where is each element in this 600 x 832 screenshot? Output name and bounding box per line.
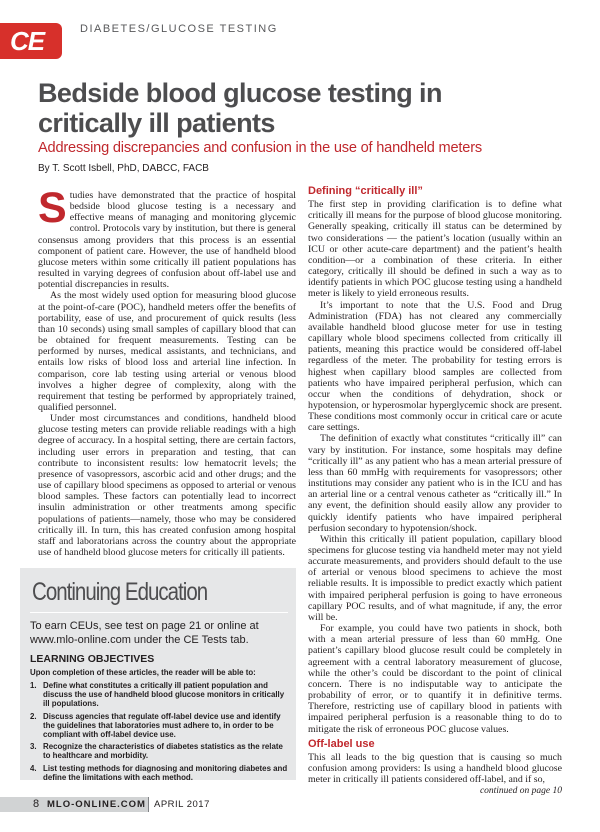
byline: By T. Scott Isbell, PhD, DABCC, FACB — [38, 163, 209, 174]
body-paragraph: The definition of exactly what constitutes “critically ill” can vary by institution. For instance, some hospitals may define “critically ill” as any patient who has a mean arterial pressure of less than 60 mmHg with requirements for vasopressors; other institutions may consider any patient who is in the ICU and has an arterial line or a central venous catheter as “critically ill.” In any event, the definition should easily allow any provider to quickly identify patients who have impaired peripheral perfusion secondary to hypotension/shock. — [308, 433, 562, 534]
objective-item — [30, 742, 292, 760]
right-column — [308, 186, 562, 797]
objective-text: Define what constitutes a critically ill patient population and discuss the use of handheld blood glucose monitors in critically ill populations. — [43, 681, 285, 709]
article-title-line2: critically ill patients — [38, 108, 275, 138]
ce-intro-line2: www.mlo-online.com under the CE Tests tab. — [30, 634, 249, 646]
ce-intro-line1: To earn CEUs, see test on page 21 or online at — [30, 620, 259, 632]
footer-site: MLO-ONLINE.COM — [47, 799, 146, 810]
drop-cap: S — [38, 184, 67, 232]
ce-badge-text: CE — [10, 26, 45, 56]
continued-on-page: continued on page 10 — [479, 786, 562, 797]
objective-text: Discuss agencies that regulate off-label device use and identify the guidelines that laboratories must adhere to, in order to be compliant with off-label device use. — [43, 711, 281, 740]
body-paragraph: As the most widely used option for measuring blood glucose at the point-of-care (POC), handheld meters offer the benefits of portability, ease of use, and procurement of quick results (less than 10 seconds) using small samples of capillary blood that can be obtained for frequent measurements. Testing can be performed by nurses, medical assistants, and technicians, and entails low risks of blood loss and arterial line infection. In comparison, core lab testing using arterial or venous blood involves a higher degree of complexity, along with the requirement that testing be performed by appropriately trained, qualified personnel. — [38, 290, 296, 413]
left-column — [38, 184, 296, 558]
ce-box-title: Continuing Education — [32, 578, 208, 606]
learning-objectives-title: LEARNING OBJECTIVES — [30, 653, 155, 665]
objective-text: Recognize the characteristics of diabetes statistics as the relate to healthcare and morbidity. — [43, 742, 283, 761]
body-paragraph: It’s important to note that the U.S. Food and Drug Administration (FDA) has not cleared any commercially available handheld blood glucose meter for use in testing capillary whole blood specimens collected from critically ill patients, meaning this practice would be considered off-label regardless of the meter. The probability for testing errors is highest when capillary blood samples are collected from patients who have impaired peripheral perfusion, which can occur when the conditions of dehydration, shock or hypotension, or hyperosmolar hyperglycemic shock are present. These conditions most commonly occur in critical care or acute care settings. — [308, 299, 562, 434]
learning-objectives-list — [30, 681, 292, 785]
body-paragraph: This all leads to the big question that is causing so much confusion among providers: Is using a handheld blood glucose meter in critically ill patients considered off-label, and if so, — [308, 751, 562, 786]
ce-badge — [0, 23, 62, 59]
objective-number: 3. — [30, 742, 37, 752]
objective-text: List testing methods for diagnosing and monitoring diabetes and define the limitations with each method. — [43, 763, 288, 782]
section-heading-off-label: Off-label use — [308, 737, 375, 750]
paragraph-text: tudies have demonstrated that the practice of hospital bedside blood glucose testing is a necessary and effective means of managing and monitoring glycemic control. Protocols vary by institution, but there is general consensus among providers that this process is an essential component of patient care. However, the use of handheld blood glucose meters within some critically ill patient populations has resulted in varying degrees of confusion about off-label use and potential discrepancies in results. — [38, 190, 296, 291]
body-paragraph: Under most circumstances and conditions, handheld blood glucose testing meters can provide reliable readings with a high degree of accuracy. In a hospital setting, there are certain factors, including user errors in preparation and testing, that can contribute to inconsistent results: low hematocrit levels; the presence of vasopressors, ascorbic acid and other drugs; and the use of capillary blood specimens as opposed to arterial or venous blood samples. These factors can potentially lead to incorrect insulin administration or other treatments among specific populations of patients—namely, those who may be considered critically ill. In turn, this has created confusion among hospital staff and laboratorians across the country about the appropriate use of handheld blood glucose meters for critically ill patients. — [38, 413, 296, 558]
footer-separator — [148, 797, 149, 812]
section-label: DIABETES/GLUCOSE TESTING — [80, 23, 278, 35]
body-paragraph: For example, you could have two patients in shock, both with a mean arterial pressure of less than 60 mmHg. One patient’s capillary blood glucose result could be completely in agreement with a central laboratory measurement of glucose, while the other’s could be discordant to the point of clinical concern. There is no indisputable way to anticipate the probability of error, or to quantify it in definitive terms. Therefore, restricting use of capillary blood in patients with impaired peripheral perfusion is a reasonable thing to do to mitigate the risk of erroneous POC glucose values. — [308, 623, 562, 735]
article-subtitle: Addressing discrepancies and confusion in the use of handheld meters — [38, 140, 482, 156]
objective-item — [30, 712, 292, 740]
body-paragraph — [38, 184, 296, 291]
objective-item — [30, 764, 292, 782]
objective-item — [30, 681, 292, 709]
article-title — [38, 78, 558, 138]
body-paragraph: The first step in providing clarification is to define what critically ill means for the purpose of blood glucose monitoring. Generally speaking, critically ill status can be determined by two considerations — the patient’s location (usually within an ICU or other acute-care department) and the patient’s health condition—or a combination of these criteria. In either category, critically ill should be defined in such a way as to identify patients in which POC glucose testing using a handheld meter is likely to yield erroneous results. — [308, 199, 562, 300]
body-paragraph: Within this critically ill patient population, capillary blood specimens for glucose testing via handheld meter may not yield accurate measurements, and providers should default to the use of arterial or venous blood specimens to achieve the most reliable results. It is impossible to predict exactly which patient with impaired peripheral perfusion is going to have erroneous capillary POC results, and of what magnitude, if any, the error will be. — [308, 533, 562, 623]
objective-number: 2. — [30, 711, 37, 721]
ce-intro — [30, 619, 290, 647]
objective-number: 1. — [30, 681, 37, 690]
footer-date: APRIL 2017 — [154, 799, 210, 810]
objective-number: 4. — [30, 763, 37, 773]
article-title-line1: Bedside blood glucose testing in — [38, 78, 442, 108]
section-heading-critically-ill: Defining “critically ill” — [308, 185, 423, 197]
page-number: 8 — [33, 798, 40, 810]
learning-objectives-lead: Upon completion of these articles, the reader will be able to: — [30, 668, 256, 677]
continuing-education-box — [20, 568, 296, 780]
ce-divider — [30, 612, 288, 613]
